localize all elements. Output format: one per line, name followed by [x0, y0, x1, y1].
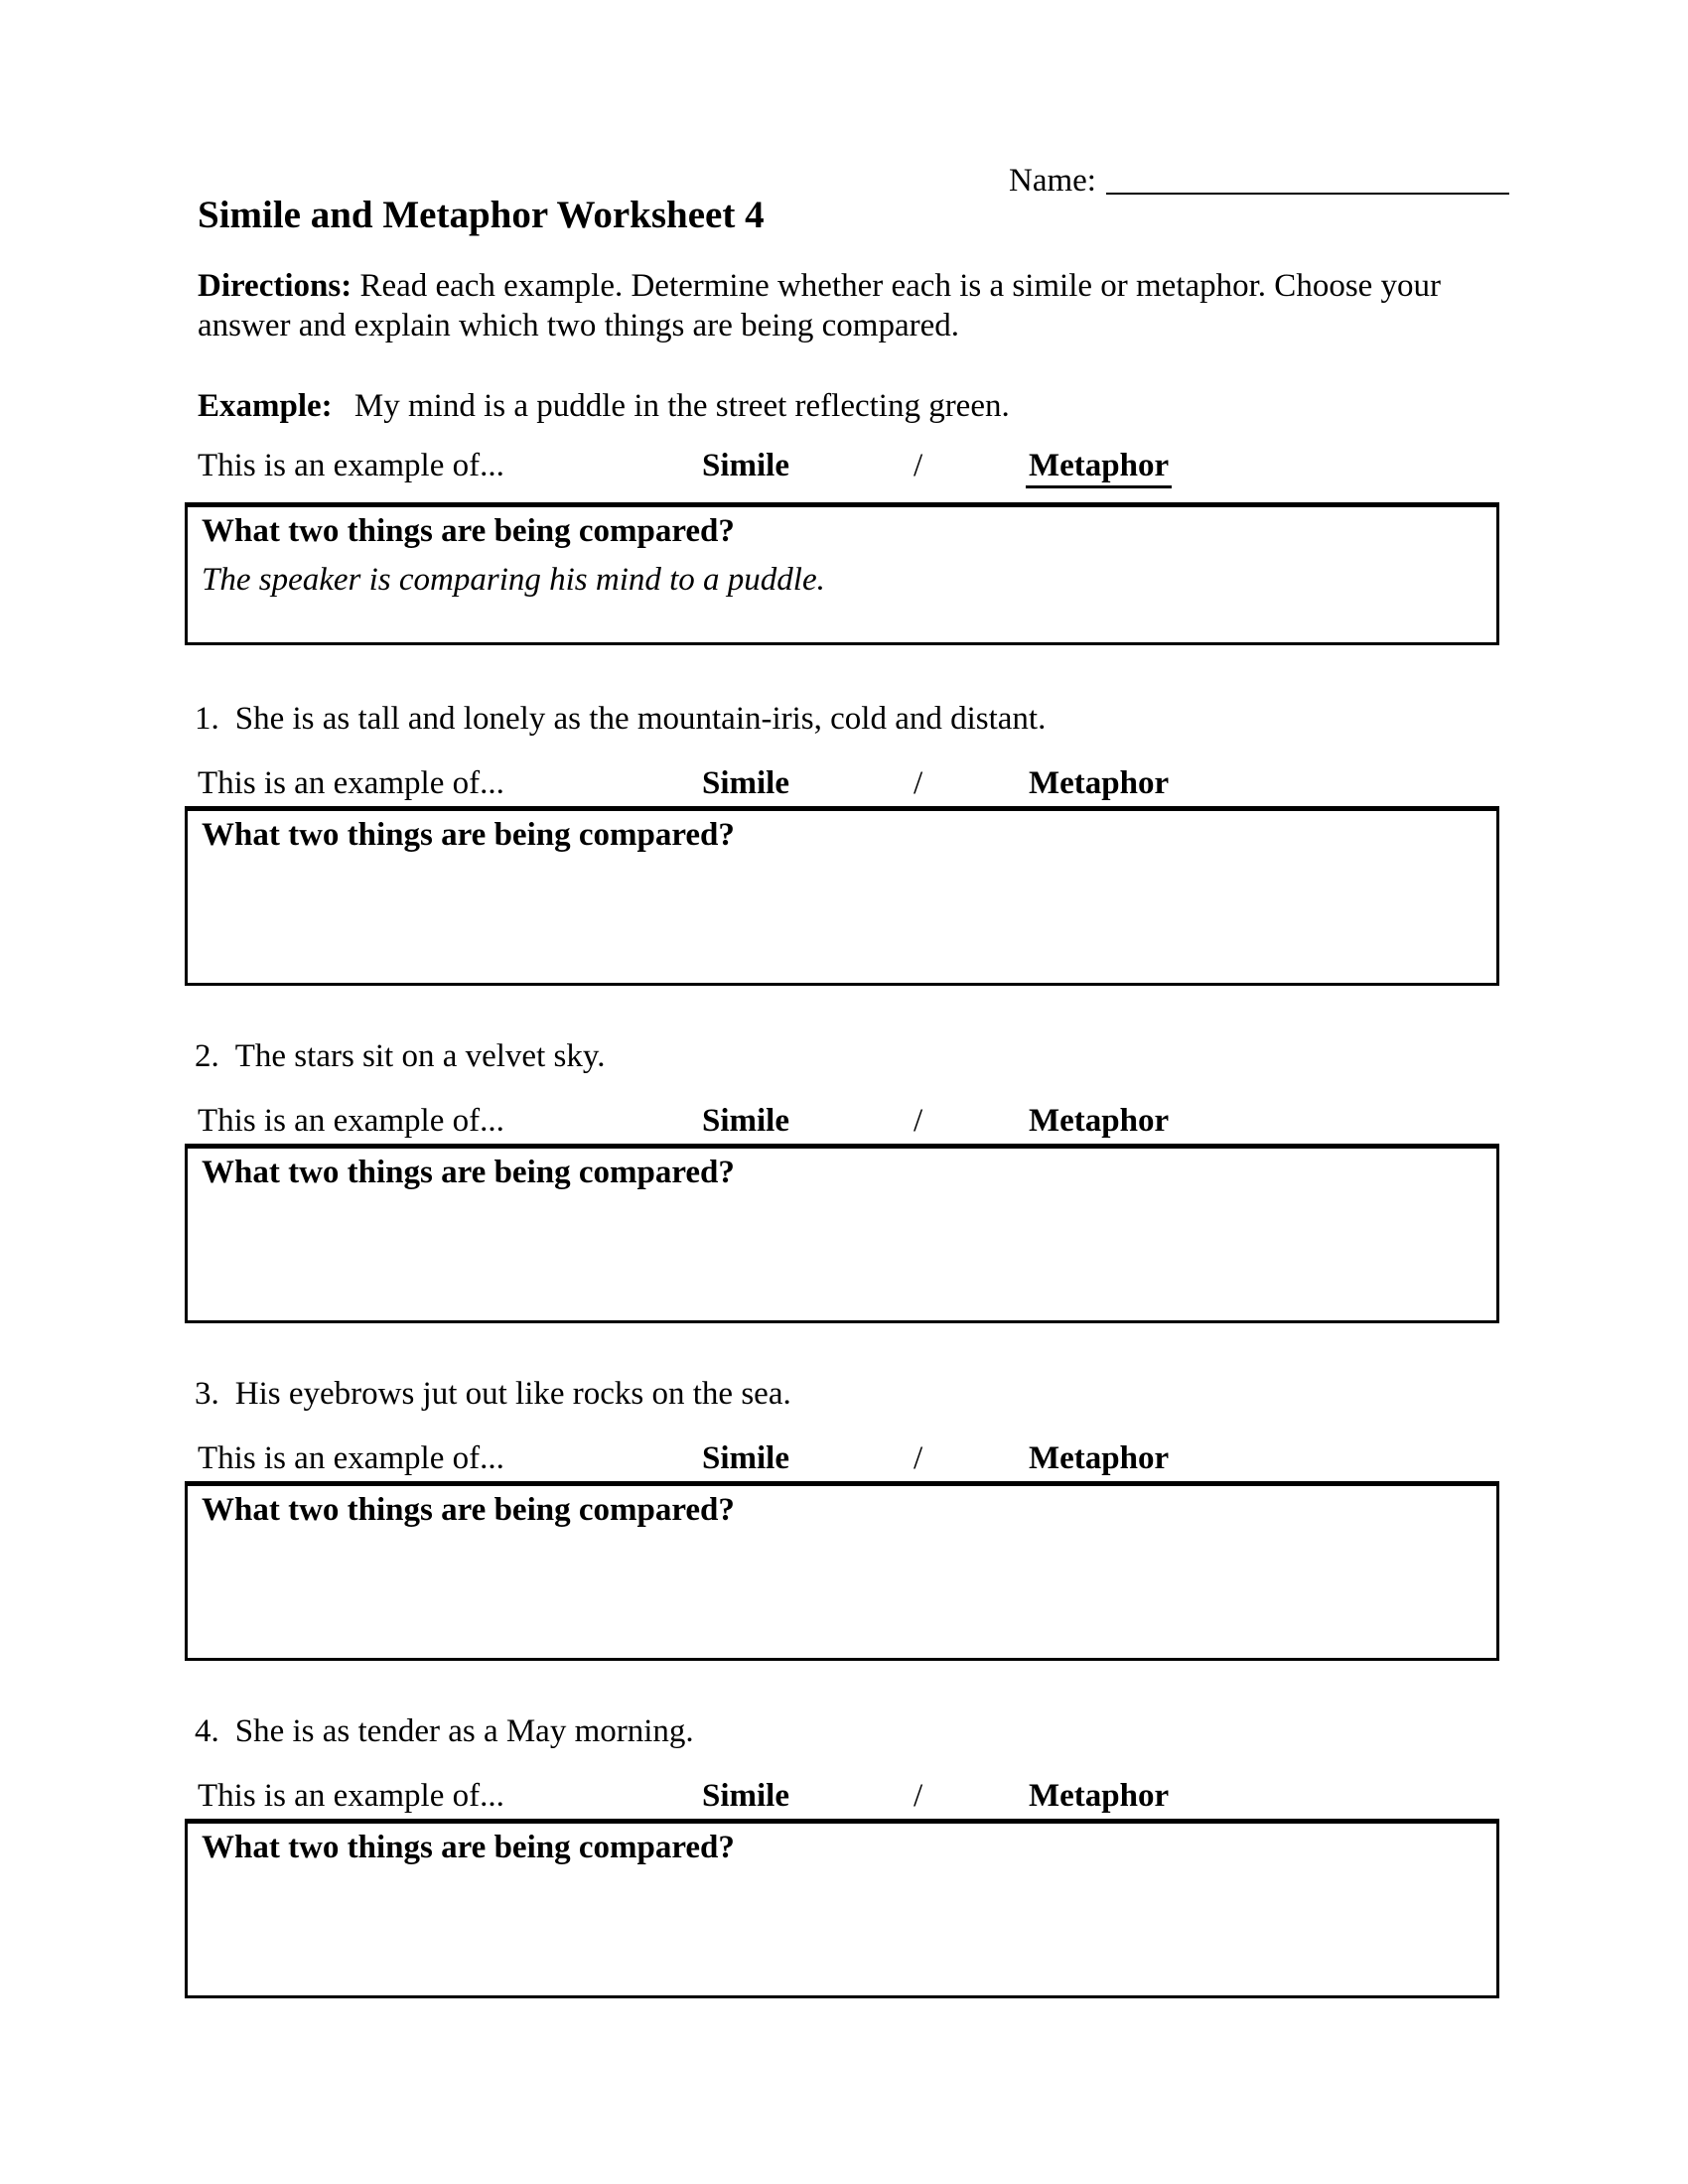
slash-separator: /	[914, 1103, 923, 1139]
question-4-block	[0, 1711, 1688, 2049]
question-4-answer-box[interactable]	[185, 1819, 1499, 1998]
question-3-answer-choice-row	[0, 1438, 1688, 1478]
box-question: What two things are being compared?	[202, 1492, 735, 1528]
page-title: Simile and Metaphor Worksheet 4	[198, 194, 765, 236]
metaphor-option[interactable]: Metaphor	[1029, 1440, 1170, 1476]
metaphor-option[interactable]: Metaphor	[1029, 1103, 1170, 1139]
slash-separator: /	[914, 1778, 923, 1814]
prompt-label: This is an example of...	[198, 1778, 504, 1814]
question-2-block	[0, 1036, 1688, 1374]
slash-separator: /	[914, 448, 923, 483]
box-question: What two things are being compared?	[202, 817, 735, 853]
slash-separator: /	[914, 1440, 923, 1476]
simile-option[interactable]: Simile	[702, 1103, 789, 1139]
question-3-text: His eyebrows jut out like rocks on the sea.	[234, 1376, 791, 1412]
question-3-answer-box[interactable]	[185, 1481, 1499, 1661]
name-blank-line[interactable]	[1106, 193, 1509, 195]
question-2-text: The stars sit on a velvet sky.	[234, 1038, 606, 1074]
directions-text: Read each example. Determine whether each is a simile or metaphor. Choose your answer and explain which two things are being compared.	[198, 268, 1442, 343]
question-4-text: She is as tender as a May morning.	[234, 1713, 694, 1749]
example-answer-text: The speaker is comparing his mind to a puddle.	[202, 562, 825, 598]
question-3-block	[0, 1374, 1688, 1711]
box-question: What two things are being compared?	[202, 513, 735, 549]
metaphor-option-selected[interactable]: Metaphor	[1026, 446, 1172, 488]
question-1-answer-choice-row	[0, 763, 1688, 803]
question-2-number: 2.	[195, 1038, 219, 1074]
question-1-block	[0, 699, 1688, 1036]
question-3-number: 3.	[195, 1376, 219, 1412]
example-label: Example:	[198, 388, 333, 424]
name-label: Name:	[1009, 163, 1096, 199]
question-4-number: 4.	[195, 1713, 219, 1749]
question-1-sentence	[195, 699, 1046, 739]
question-2-answer-box[interactable]	[185, 1144, 1499, 1323]
example-text: My mind is a puddle in the street reflecting green.	[353, 388, 1010, 424]
question-1-number: 1.	[195, 701, 219, 737]
example-sentence	[198, 386, 1010, 426]
simile-option[interactable]: Simile	[702, 1778, 789, 1814]
example-answer-choice-row	[0, 446, 1688, 485]
simile-option[interactable]: Simile	[702, 765, 789, 801]
metaphor-option[interactable]: Metaphor	[1029, 1778, 1170, 1814]
question-4-answer-choice-row	[0, 1776, 1688, 1816]
simile-option[interactable]: Simile	[702, 1440, 789, 1476]
prompt-label: This is an example of...	[198, 1103, 504, 1139]
question-1-text: She is as tall and lonely as the mountain-iris, cold and distant.	[234, 701, 1047, 737]
example-answer-box	[185, 502, 1499, 645]
box-question: What two things are being compared?	[202, 1155, 735, 1190]
question-4-sentence	[195, 1711, 694, 1751]
question-2-answer-choice-row	[0, 1101, 1688, 1141]
question-2-sentence	[195, 1036, 605, 1076]
metaphor-option[interactable]: Metaphor	[1029, 765, 1170, 801]
slash-separator: /	[914, 765, 923, 801]
question-1-answer-box[interactable]	[185, 806, 1499, 986]
question-3-sentence	[195, 1374, 791, 1414]
name-row	[1009, 161, 1509, 201]
simile-option[interactable]: Simile	[702, 448, 789, 483]
box-question: What two things are being compared?	[202, 1830, 735, 1865]
directions	[198, 266, 1464, 345]
prompt-label: This is an example of...	[198, 448, 504, 483]
prompt-label: This is an example of...	[198, 765, 504, 801]
directions-label: Directions:	[198, 268, 352, 304]
prompt-label: This is an example of...	[198, 1440, 504, 1476]
